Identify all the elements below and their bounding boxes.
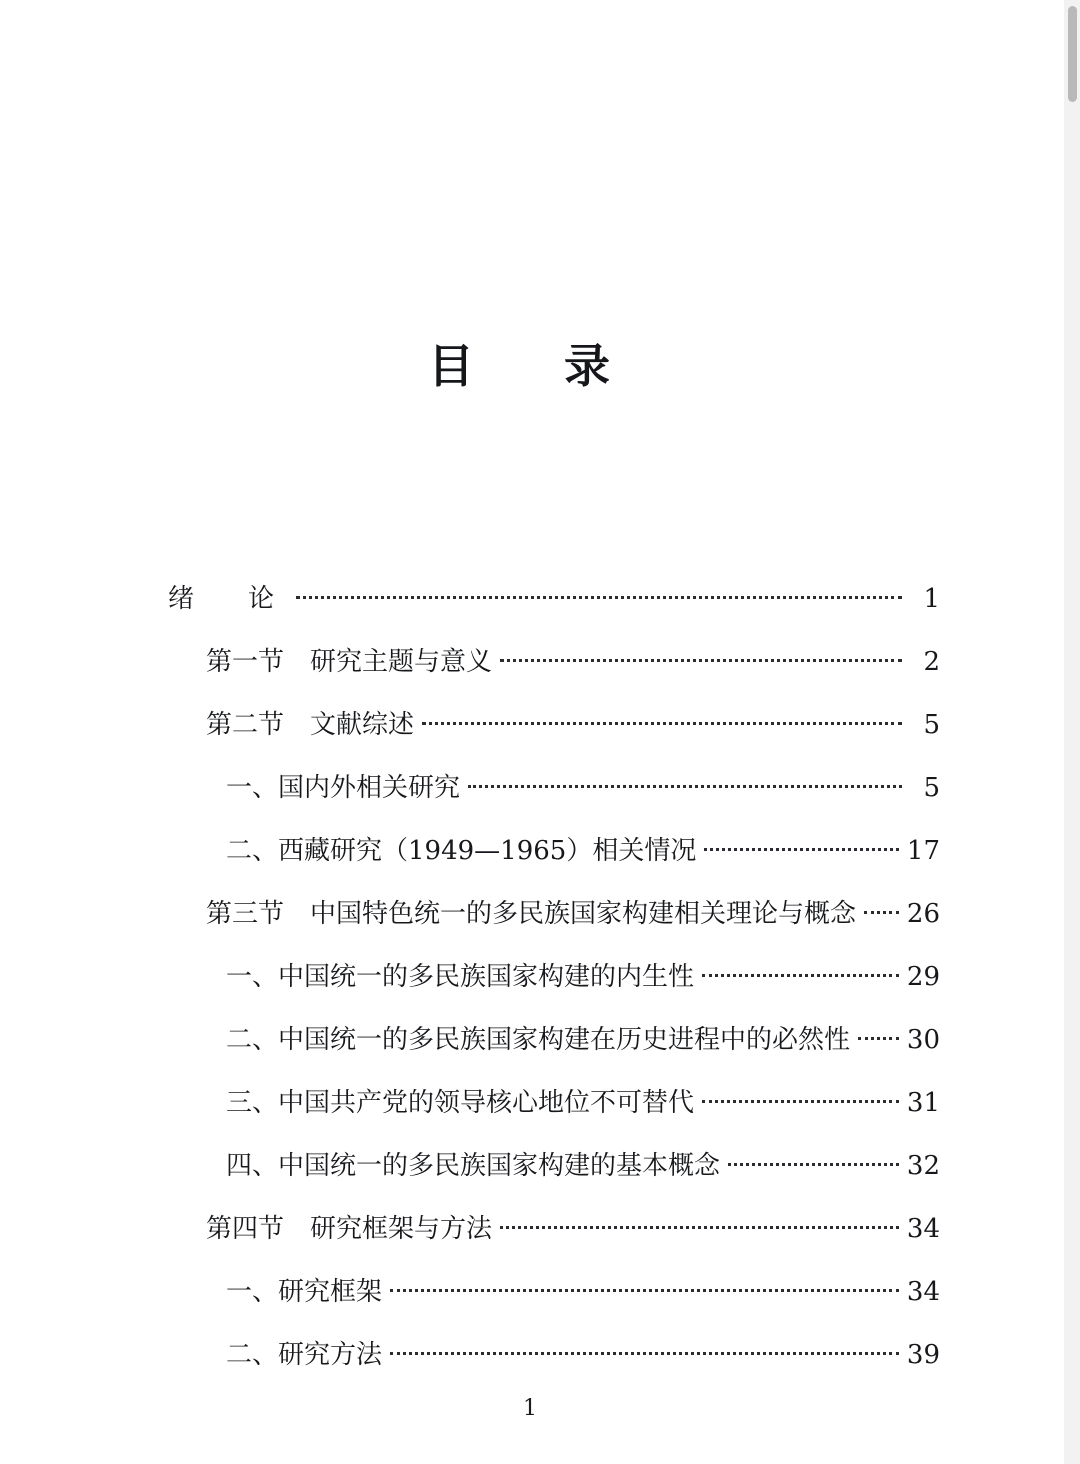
toc-entry[interactable] xyxy=(168,578,940,615)
toc-entry[interactable] xyxy=(206,893,940,930)
toc-entry[interactable] xyxy=(226,1271,940,1308)
toc-entry-page-number: 1 xyxy=(923,584,940,614)
toc-dot-leader xyxy=(704,833,899,859)
toc-dot-leader xyxy=(390,1337,899,1363)
toc-entry-page-number: 17 xyxy=(906,836,940,866)
toc-entry-page-number: 34 xyxy=(906,1214,940,1244)
toc-dot-leader xyxy=(728,1148,899,1174)
toc-entry-page-number: 5 xyxy=(923,710,940,740)
toc-entry-label: 二、西藏研究（1949—1965）相关情况 xyxy=(226,836,697,866)
table-of-contents xyxy=(168,578,940,1397)
scrollbar-track[interactable] xyxy=(1064,0,1080,1464)
toc-entry-page-number: 26 xyxy=(906,899,940,929)
toc-dot-leader xyxy=(390,1274,899,1300)
toc-entry-page-number: 39 xyxy=(906,1340,940,1370)
toc-entry[interactable] xyxy=(226,1145,940,1182)
toc-dot-leader xyxy=(468,770,902,796)
toc-entry-page-number: 34 xyxy=(906,1277,940,1307)
toc-entry-page-number: 32 xyxy=(906,1151,940,1181)
toc-dot-leader xyxy=(500,644,902,670)
toc-entry[interactable] xyxy=(226,956,940,993)
page-title: 目 录 xyxy=(428,339,632,393)
toc-dot-leader xyxy=(864,896,899,922)
toc-entry-label: 第一节 研究主题与意义 xyxy=(206,647,493,677)
toc-entry-label: 第二节 文献综述 xyxy=(206,710,415,740)
toc-entry-page-number: 29 xyxy=(906,962,940,992)
toc-entry-label: 四、中国统一的多民族国家构建的基本概念 xyxy=(226,1151,721,1181)
toc-entry-label: 一、研究框架 xyxy=(226,1277,383,1307)
toc-entry-page-number: 31 xyxy=(906,1088,940,1118)
toc-dot-leader xyxy=(858,1022,899,1048)
toc-entry[interactable] xyxy=(226,1082,940,1119)
toc-entry[interactable] xyxy=(206,704,940,741)
toc-entry-page-number: 30 xyxy=(906,1025,940,1055)
toc-entry-label: 二、研究方法 xyxy=(226,1340,383,1370)
toc-entry-label: 绪 论 xyxy=(168,584,289,614)
scrollbar-thumb[interactable] xyxy=(1068,6,1077,102)
toc-entry-label: 二、中国统一的多民族国家构建在历史进程中的必然性 xyxy=(226,1025,851,1055)
toc-entry-label: 一、国内外相关研究 xyxy=(226,773,461,803)
toc-dot-leader xyxy=(702,959,899,985)
toc-dot-leader xyxy=(500,1211,899,1237)
toc-entry[interactable] xyxy=(206,1208,940,1245)
page-number-folio: 1 xyxy=(523,1396,537,1421)
toc-entry-label: 三、中国共产党的领导核心地位不可替代 xyxy=(226,1088,695,1118)
toc-entry-page-number: 2 xyxy=(923,647,940,677)
toc-entry[interactable] xyxy=(226,830,940,867)
toc-entry[interactable] xyxy=(226,767,940,804)
toc-dot-leader xyxy=(296,581,902,607)
toc-entry-label: 第三节 中国特色统一的多民族国家构建相关理论与概念 xyxy=(206,899,857,929)
toc-entry-label: 一、中国统一的多民族国家构建的内生性 xyxy=(226,962,695,992)
toc-entry[interactable] xyxy=(206,641,940,678)
toc-dot-leader xyxy=(422,707,902,733)
toc-entry[interactable] xyxy=(226,1019,940,1056)
toc-entry[interactable] xyxy=(226,1334,940,1371)
toc-entry-page-number: 5 xyxy=(923,773,940,803)
toc-dot-leader xyxy=(702,1085,899,1111)
toc-entry-label: 第四节 研究框架与方法 xyxy=(206,1214,493,1244)
